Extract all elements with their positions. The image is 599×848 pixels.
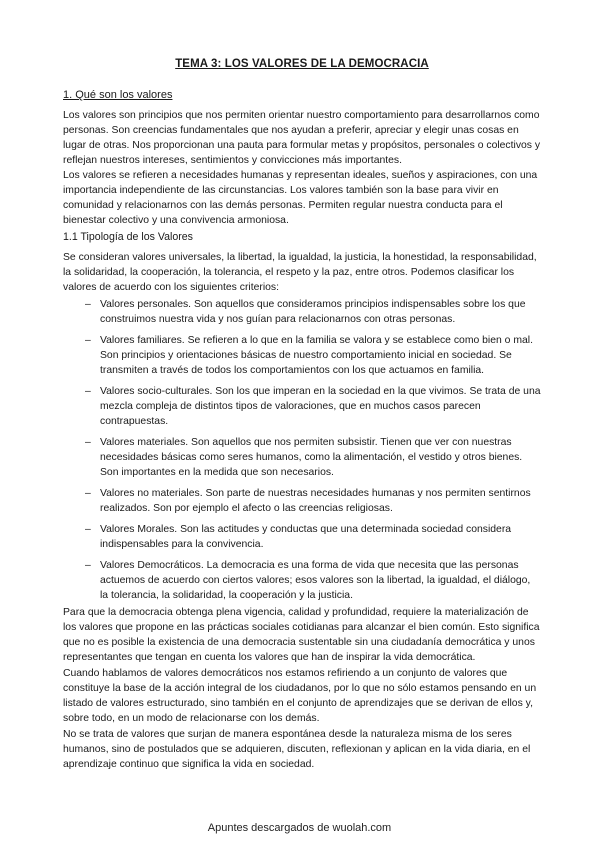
list-item	[63, 486, 541, 516]
section1-body	[63, 108, 541, 232]
section11-body	[63, 230, 541, 776]
list-item	[63, 333, 541, 378]
list-item-text: Valores socio-culturales. Son los que imperan en la sociedad en la que vivimos. Se trata de una mezcla compleja de distintos tipos de valoraciones, que en muchos casos parecen contrapuestas.	[100, 386, 541, 427]
list-item	[63, 297, 541, 327]
list-item	[63, 522, 541, 552]
dash-bullet: –	[85, 437, 91, 448]
dash-bullet: –	[85, 386, 91, 397]
list-item-text: Valores Morales. Son las actitudes y conductas que una determinada sociedad considera indispensables para la convivencia.	[100, 524, 512, 550]
dash-bullet: –	[85, 488, 91, 499]
list-item	[63, 558, 541, 603]
document-title: TEMA 3: LOS VALORES DE LA DEMOCRACIA	[175, 58, 429, 70]
paragraph: Los valores se refieren a necesidades humanas y representan ideales, sueños y aspiraciones, con una importancia independiente de las circunstancias. Los valores también son la base para vivir en comunidad y relacionarnos con las demás personas. Permiten regular nuestra conducta para el bienestar colectivo y una convivencia armoniosa.	[63, 170, 538, 226]
dash-bullet: –	[85, 299, 91, 310]
paragraph: Los valores son principios que nos permiten orientar nuestro comportamiento para desarrollarnos como personas. Son creencias fundamentales que nos ayudan a preferir, apreciar y elegir unas cosas en lugar de otras. Nos proporcionan una pauta para formular metas y propósitos, personales o colectivos y reflejan nuestros intereses, sentimientos y convicciones más importantes.	[63, 110, 541, 166]
footer-source-note: Apuntes descargados de wuolah.com	[207, 822, 392, 834]
list-item	[63, 435, 541, 480]
list-item-text: Valores no materiales. Son parte de nuestras necesidades humanas y nos permiten sentirnos realizados. Son por ejemplo el afecto o las creencias religiosas.	[100, 488, 531, 514]
dash-bullet: –	[85, 335, 91, 346]
paragraph: Cuando hablamos de valores democráticos nos estamos refiriendo a un conjunto de valores que constituye la base de la acción integral de los ciudadanos, por lo que no sólo estamos pensando en un listado de valores estructurado, sino también en el conjunto de aprendizajes que se derivan de ellos y, sobre todo, en un modo de relacionarse con los demás.	[63, 668, 537, 724]
list-item-text: Valores materiales. Son aquellos que nos permiten subsistir. Tienen que ver con nuestras necesidades básicas como seres humanos, como la alimentación, el vestido y otros bienes. Son importantes en la medida que son necesarios.	[100, 437, 523, 478]
list-item	[63, 384, 541, 429]
list-item-text: Valores familiares. Se refieren a lo que en la familia se valora y se establece como bien o mal. Son principios y orientaciones básicas de nuestro comportamiento inicial en sociedad. Se transmiten a través de todos los comportamientos con los que actuamos en familia.	[100, 335, 533, 376]
paragraph-intro: Se consideran valores universales, la libertad, la igualdad, la justicia, la honestidad, la responsabilidad, la solidaridad, la cooperación, la tolerancia, el respeto y la paz, entre otros. Podemos clasificar los valores de acuerdo con los siguientes criterios:	[63, 252, 537, 293]
subsection-heading-tipologia: 1.1 Tipología de los Valores	[63, 231, 193, 243]
list-item-text: Valores personales. Son aquellos que consideramos principios indispensables sobre los que construimos nuestra vida y nos guían para relacionarnos con otras personas.	[100, 299, 526, 325]
values-list	[63, 297, 541, 603]
section-heading-que-son-los-valores: 1. Qué son los valores	[63, 89, 173, 101]
dash-bullet: –	[85, 560, 91, 571]
paragraph: Para que la democracia obtenga plena vigencia, calidad y profundidad, requiere la materialización de los valores que propone en las prácticas sociales cotidianas para alcanzar el bien común. Esto significa que no es posible la existencia de una democracia sustentable sin una ciudadanía democrática y unos representantes que tengan en cuenta los valores que han de inspirar la vida democrática.	[63, 607, 540, 663]
dash-bullet: –	[85, 524, 91, 535]
paragraph: No se trata de valores que surjan de manera espontánea desde la naturaleza misma de los seres humanos, sino de postulados que se adquieren, discuten, reflexionan y aplican en la vida diaria, en el aprendizaje continuo que significa la vida en sociedad.	[63, 729, 531, 770]
list-item-text: Valores Democráticos. La democracia es una forma de vida que necesita que las personas actuemos de acuerdo con ciertos valores; esos valores son la libertad, la igualdad, el diálogo, la tolerancia, la solidaridad, la cooperación y la justicia.	[100, 560, 531, 601]
